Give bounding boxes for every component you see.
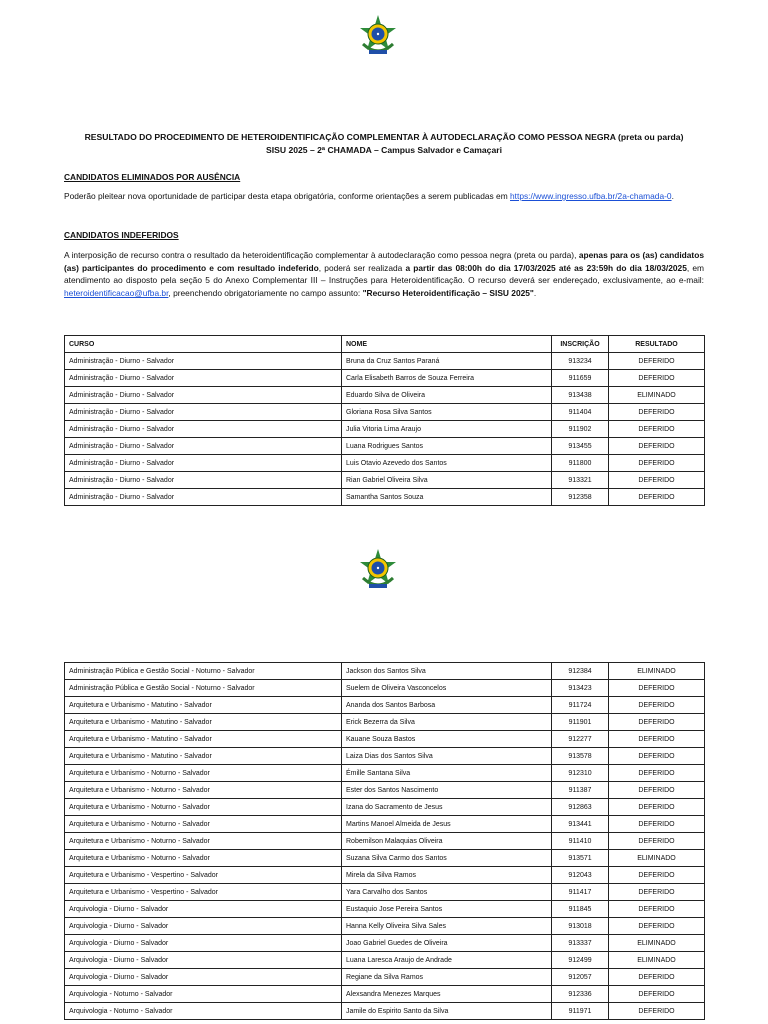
table-row	[65, 850, 705, 867]
id-cell: 912358	[552, 489, 609, 506]
result-cell: DEFERIDO	[609, 833, 705, 850]
result-cell: DEFERIDO	[609, 370, 705, 387]
table-row	[65, 765, 705, 782]
rejected-heading: CANDIDATOS INDEFERIDOS	[64, 230, 179, 240]
result-cell: DEFERIDO	[609, 680, 705, 697]
rejected-paragraph: A interposição de recurso contra o resultado da heteroidentificação complementar à autodeclaração como pessoa negra (preta ou parda), apenas para os (as) candidatos (as) participantes do procedimento e com resultado indeferido, poderá ser realizada a partir das 08:00h do dia 17/03/2025 até as 23:59h do dia 18/03/2025, em atendimento ao disposto pela seção 5 do Anexo Complementar III – Instruções para Heteroidentificação. O recurso deverá ser endereçado, exclusivamente, ao e-mail: heteroidentificacao@ufba.br, preenchendo obrigatoriamente no campo assunto: "Recurso Heteroidentificação – SISU 2025".	[64, 250, 704, 298]
name-cell: Jackson dos Santos Silva	[342, 663, 552, 680]
course-cell: Arquitetura e Urbanismo - Matutino - Salvador	[65, 731, 342, 748]
table-row	[65, 884, 705, 901]
brazil-coat-of-arms-icon	[357, 14, 399, 58]
id-cell: 911800	[552, 455, 609, 472]
result-cell: DEFERIDO	[609, 918, 705, 935]
id-cell: 913455	[552, 438, 609, 455]
name-cell: Eduardo Silva de Oliveira	[342, 387, 552, 404]
result-cell: DEFERIDO	[609, 782, 705, 799]
id-cell: 911387	[552, 782, 609, 799]
name-cell: Mirela da Silva Ramos	[342, 867, 552, 884]
course-cell: Arquitetura e Urbanismo - Matutino - Salvador	[65, 714, 342, 731]
header-course: CURSO	[65, 336, 342, 353]
name-cell: Suzana Silva Carmo dos Santos	[342, 850, 552, 867]
course-cell: Arquitetura e Urbanismo - Noturno - Salvador	[65, 816, 342, 833]
course-cell: Arquivologia - Diurno - Salvador	[65, 969, 342, 986]
course-cell: Administração - Diurno - Salvador	[65, 370, 342, 387]
id-cell: 912310	[552, 765, 609, 782]
name-cell: Bruna da Cruz Santos Paraná	[342, 353, 552, 370]
id-cell: 911971	[552, 1003, 609, 1020]
name-cell: Robemilson Malaquias Oliveira	[342, 833, 552, 850]
name-cell: Luana Rodrigues Santos	[342, 438, 552, 455]
table-row	[65, 438, 705, 455]
table-row	[65, 714, 705, 731]
table-row	[65, 799, 705, 816]
result-cell: DEFERIDO	[609, 901, 705, 918]
name-cell: Hanna Kelly Oliveira Silva Sales	[342, 918, 552, 935]
table-row	[65, 663, 705, 680]
result-cell: DEFERIDO	[609, 421, 705, 438]
absence-paragraph: Poderão pleitear nova oportunidade de participar desta etapa obrigatória, conforme orientações a serem publicadas em https://www.ingresso.ufba.br/2a-chamada-0.	[64, 191, 674, 201]
table-row	[65, 833, 705, 850]
course-cell: Administração Pública e Gestão Social - Noturno - Salvador	[65, 663, 342, 680]
id-cell: 911902	[552, 421, 609, 438]
name-cell: Rian Gabriel Oliveira Silva	[342, 472, 552, 489]
name-cell: Ester dos Santos Nascimento	[342, 782, 552, 799]
table-row	[65, 748, 705, 765]
result-cell: DEFERIDO	[609, 884, 705, 901]
course-cell: Arquitetura e Urbanismo - Noturno - Salvador	[65, 782, 342, 799]
title-line-2: SISU 2025 – 2ª CHAMADA – Campus Salvador e Camaçari	[266, 145, 502, 155]
result-cell: DEFERIDO	[609, 472, 705, 489]
id-cell: 911659	[552, 370, 609, 387]
table-row	[65, 952, 705, 969]
ingresso-link[interactable]: https://www.ingresso.ufba.br/2a-chamada-0	[510, 191, 672, 201]
table-row	[65, 816, 705, 833]
result-cell: DEFERIDO	[609, 697, 705, 714]
id-cell: 913321	[552, 472, 609, 489]
table-row	[65, 1003, 705, 1020]
name-cell: Erick Bezerra da Silva	[342, 714, 552, 731]
id-cell: 913438	[552, 387, 609, 404]
name-cell: Gloriana Rosa Silva Santos	[342, 404, 552, 421]
results-table-1	[64, 335, 705, 506]
name-cell: Eustaquio Jose Pereira Santos	[342, 901, 552, 918]
result-cell: ELIMINADO	[609, 850, 705, 867]
table-row	[65, 387, 705, 404]
course-cell: Administração - Diurno - Salvador	[65, 404, 342, 421]
course-cell: Administração - Diurno - Salvador	[65, 387, 342, 404]
absence-heading: CANDIDATOS ELIMINADOS POR AUSÊNCIA	[64, 172, 241, 182]
email-link[interactable]: heteroidentificacao@ufba.br	[64, 287, 169, 298]
result-cell: ELIMINADO	[609, 935, 705, 952]
result-cell: DEFERIDO	[609, 1003, 705, 1020]
course-cell: Arquitetura e Urbanismo - Matutino - Salvador	[65, 697, 342, 714]
result-cell: ELIMINADO	[609, 952, 705, 969]
result-cell: DEFERIDO	[609, 438, 705, 455]
id-cell: 913578	[552, 748, 609, 765]
table-row	[65, 782, 705, 799]
id-cell: 912863	[552, 799, 609, 816]
name-cell: Joao Gabriel Guedes de Oliveira	[342, 935, 552, 952]
id-cell: 913018	[552, 918, 609, 935]
id-cell: 911417	[552, 884, 609, 901]
table-row	[65, 370, 705, 387]
table-row	[65, 969, 705, 986]
table-row	[65, 697, 705, 714]
result-cell: DEFERIDO	[609, 489, 705, 506]
name-cell: Kauane Souza Bastos	[342, 731, 552, 748]
name-cell: Izana do Sacramento de Jesus	[342, 799, 552, 816]
course-cell: Arquitetura e Urbanismo - Matutino - Salvador	[65, 748, 342, 765]
name-cell: Julia Vitoria Lima Araujo	[342, 421, 552, 438]
course-cell: Arquitetura e Urbanismo - Vespertino - Salvador	[65, 867, 342, 884]
name-cell: Alexsandra Menezes Marques	[342, 986, 552, 1003]
result-cell: DEFERIDO	[609, 353, 705, 370]
course-cell: Administração Pública e Gestão Social - Noturno - Salvador	[65, 680, 342, 697]
course-cell: Administração - Diurno - Salvador	[65, 353, 342, 370]
result-cell: DEFERIDO	[609, 404, 705, 421]
id-cell: 912499	[552, 952, 609, 969]
table-row	[65, 918, 705, 935]
result-cell: DEFERIDO	[609, 799, 705, 816]
course-cell: Arquitetura e Urbanismo - Noturno - Salvador	[65, 799, 342, 816]
table-row	[65, 731, 705, 748]
table-row	[65, 353, 705, 370]
brazil-coat-of-arms-icon	[357, 548, 399, 592]
name-cell: Émille Santana Silva	[342, 765, 552, 782]
course-cell: Arquivologia - Noturno - Salvador	[65, 1003, 342, 1020]
result-cell: DEFERIDO	[609, 986, 705, 1003]
course-cell: Arquivologia - Diurno - Salvador	[65, 918, 342, 935]
id-cell: 912336	[552, 986, 609, 1003]
result-cell: DEFERIDO	[609, 765, 705, 782]
id-cell: 913571	[552, 850, 609, 867]
course-cell: Arquitetura e Urbanismo - Noturno - Salvador	[65, 765, 342, 782]
table-row	[65, 986, 705, 1003]
course-cell: Administração - Diurno - Salvador	[65, 438, 342, 455]
results-table-2	[64, 662, 705, 1020]
name-cell: Luana Laresca Araujo de Andrade	[342, 952, 552, 969]
course-cell: Arquivologia - Diurno - Salvador	[65, 901, 342, 918]
result-cell: DEFERIDO	[609, 969, 705, 986]
course-cell: Arquitetura e Urbanismo - Noturno - Salvador	[65, 833, 342, 850]
name-cell: Samantha Santos Souza	[342, 489, 552, 506]
name-cell: Laiza Dias dos Santos Silva	[342, 748, 552, 765]
name-cell: Regiane da Silva Ramos	[342, 969, 552, 986]
result-cell: DEFERIDO	[609, 714, 705, 731]
result-cell: ELIMINADO	[609, 663, 705, 680]
id-cell: 912277	[552, 731, 609, 748]
id-cell: 912043	[552, 867, 609, 884]
id-cell: 911845	[552, 901, 609, 918]
course-cell: Arquitetura e Urbanismo - Noturno - Salvador	[65, 850, 342, 867]
title-line-1: RESULTADO DO PROCEDIMENTO DE HETEROIDENTIFICAÇÃO COMPLEMENTAR À AUTODECLARAÇÃO COMO PESSOA NEGRA (preta ou parda)	[84, 132, 684, 142]
name-cell: Luis Otavio Azevedo dos Santos	[342, 455, 552, 472]
document-title	[64, 131, 704, 157]
course-cell: Arquitetura e Urbanismo - Vespertino - Salvador	[65, 884, 342, 901]
name-cell: Yara Carvalho dos Santos	[342, 884, 552, 901]
course-cell: Arquivologia - Noturno - Salvador	[65, 986, 342, 1003]
table-row	[65, 680, 705, 697]
id-cell: 911410	[552, 833, 609, 850]
table-row	[65, 935, 705, 952]
id-cell: 913337	[552, 935, 609, 952]
table-row	[65, 455, 705, 472]
name-cell: Carla Elisabeth Barros de Souza Ferreira	[342, 370, 552, 387]
table-row	[65, 421, 705, 438]
result-cell: DEFERIDO	[609, 748, 705, 765]
id-cell: 911901	[552, 714, 609, 731]
name-cell: Jamile do Espirito Santo da Silva	[342, 1003, 552, 1020]
table-row	[65, 472, 705, 489]
result-cell: ELIMINADO	[609, 387, 705, 404]
name-cell: Suelem de Oliveira Vasconcelos	[342, 680, 552, 697]
id-cell: 911724	[552, 697, 609, 714]
id-cell: 913441	[552, 816, 609, 833]
name-cell: Ananda dos Santos Barbosa	[342, 697, 552, 714]
result-cell: DEFERIDO	[609, 455, 705, 472]
id-cell: 912384	[552, 663, 609, 680]
table-row	[65, 404, 705, 421]
course-cell: Arquivologia - Diurno - Salvador	[65, 935, 342, 952]
result-cell: DEFERIDO	[609, 816, 705, 833]
header-result: RESULTADO	[609, 336, 705, 353]
course-cell: Administração - Diurno - Salvador	[65, 489, 342, 506]
id-cell: 912057	[552, 969, 609, 986]
course-cell: Administração - Diurno - Salvador	[65, 421, 342, 438]
id-cell: 913234	[552, 353, 609, 370]
table-row	[65, 901, 705, 918]
name-cell: Martins Manoel Almeida de Jesus	[342, 816, 552, 833]
result-cell: DEFERIDO	[609, 731, 705, 748]
table-row	[65, 867, 705, 884]
header-name: NOME	[342, 336, 552, 353]
table-row	[65, 489, 705, 506]
id-cell: 911404	[552, 404, 609, 421]
course-cell: Administração - Diurno - Salvador	[65, 455, 342, 472]
result-cell: DEFERIDO	[609, 867, 705, 884]
course-cell: Administração - Diurno - Salvador	[65, 472, 342, 489]
id-cell: 913423	[552, 680, 609, 697]
course-cell: Arquivologia - Diurno - Salvador	[65, 952, 342, 969]
header-id: INSCRIÇÃO	[552, 336, 609, 353]
table-header-row	[65, 336, 705, 353]
